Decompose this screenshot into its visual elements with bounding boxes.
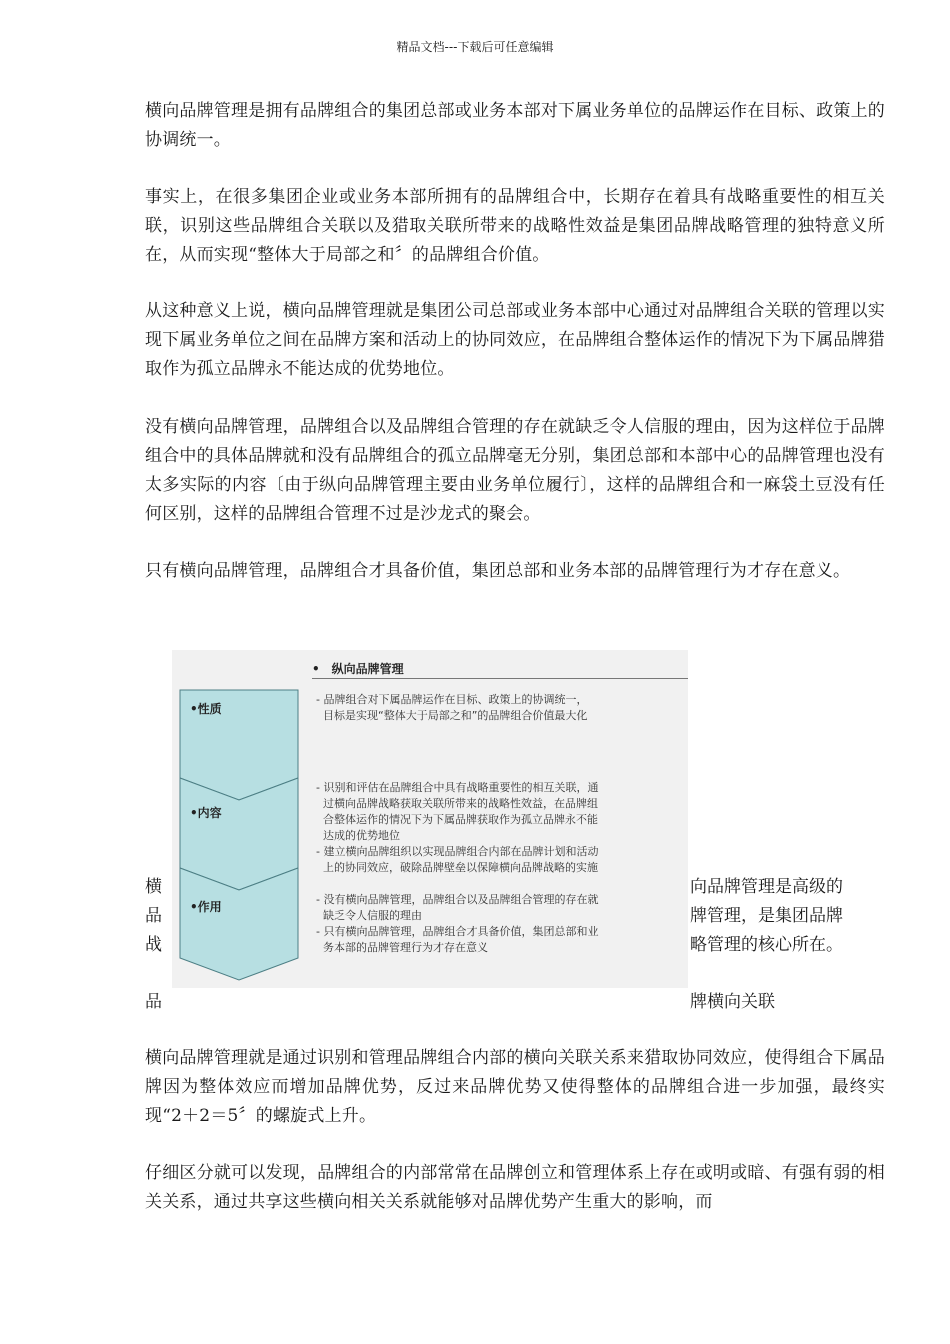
paragraph-2: 事实上，在很多集团企业或业务本部所拥有的品牌组合中，长期存在着具有战略重要性的相互关联，识别这些品牌组合关联以及猎取关联所带来的战略性效益是集团品牌战略管理的独特意义所在，从而实现“整体大于局部之和〞的品牌组合价值。 [145,187,885,265]
wrap-left-1: 横 [145,877,162,897]
content-description: - 识别和评估在品牌组合中具有战略重要性的相互关联，通 过横向品牌战略获取关联所带来的战略性效益，在品牌组 合整体运作的情况下为下属品牌获取作为孤立品牌永不能 达成的优势地位 - 建立横向品牌组织以实现品牌组合内部在品牌计划和活动 上的协同效应，破除品牌壁垒以保障横向品牌战略的实施 [316,781,599,874]
wrap-right-1: 向品牌管理是高级的 [690,877,843,897]
paragraph-1: 横向品牌管理是拥有品牌组合的集团总部或业务本部对下属业务单位的品牌运作在目标、政策上的协调统一。 [145,101,885,150]
diagram-heading: • 纵向品牌管理 [312,662,404,676]
page-header: 精品文档---下载后可任意编辑 [396,40,554,54]
label-nature: •性质 [190,702,222,716]
wrap-right-3: 略管理的核心所在。 [690,935,843,955]
paragraph-5: 只有横向品牌管理，品牌组合才具备价值，集团总部和业务本部的品牌管理行为才存在意义。 [145,561,851,581]
wrap-right-4: 牌横向关联 [690,992,775,1012]
wrap-right-2: 牌管理，是集团品牌 [690,906,843,926]
wrap-left-4: 品 [145,992,162,1012]
label-content: •内容 [190,806,222,820]
diagram-divider [312,678,688,679]
nature-description: - 品牌组合对下属品牌运作在目标、政策上的协调统一， 目标是实现“整体大于局部之和”的品牌组合价值最大化 [316,693,588,722]
wrap-left-3: 战 [145,935,162,955]
paragraph-7: 仔细区分就可以发现，品牌组合的内部常常在品牌创立和管理体系上存在或明或暗、有强有弱的相关关系，通过共享这些横向相关关系就能够对品牌优势产生重大的影响，而 [145,1163,885,1212]
function-description: - 没有横向品牌管理，品牌组合以及品牌组合管理的存在就 缺乏令人信服的理由 - 只有横向品牌管理，品牌组合才具备价值，集团总部和业 务本部的品牌管理行为才存在意义 [316,893,599,954]
label-function: •作用 [190,900,222,914]
brand-management-diagram [172,650,688,988]
wrap-left-2: 品 [145,906,162,926]
paragraph-3: 从这种意义上说，横向品牌管理就是集团公司总部或业务本部中心通过对品牌组合关联的管理以实现下属业务单位之间在品牌方案和活动上的协同效应，在品牌组合整体运作的情况下为下属品牌猎取作为孤立品牌永不能达成的优势地位。 [145,301,885,379]
paragraph-4: 没有横向品牌管理，品牌组合以及品牌组合管理的存在就缺乏令人信服的理由，因为这样位于品牌组合中的具体品牌就和没有品牌组合的孤立品牌毫无分别，集团总部和本部中心的品牌管理也没有太多实际的内容〔由于纵向品牌管理主要由业务单位履行〕，这样的品牌组合和一麻袋土豆没有任何区别，这样的品牌组合管理不过是沙龙式的聚会。 [145,417,885,524]
paragraph-6: 横向品牌管理就是通过识别和管理品牌组合内部的横向关联关系来猎取协同效应，使得组合下属品牌因为整体效应而增加品牌优势，反过来品牌优势又使得整体的品牌组合进一步加强，最终实现“2＋2＝5〞的螺旋式上升。 [145,1048,885,1126]
